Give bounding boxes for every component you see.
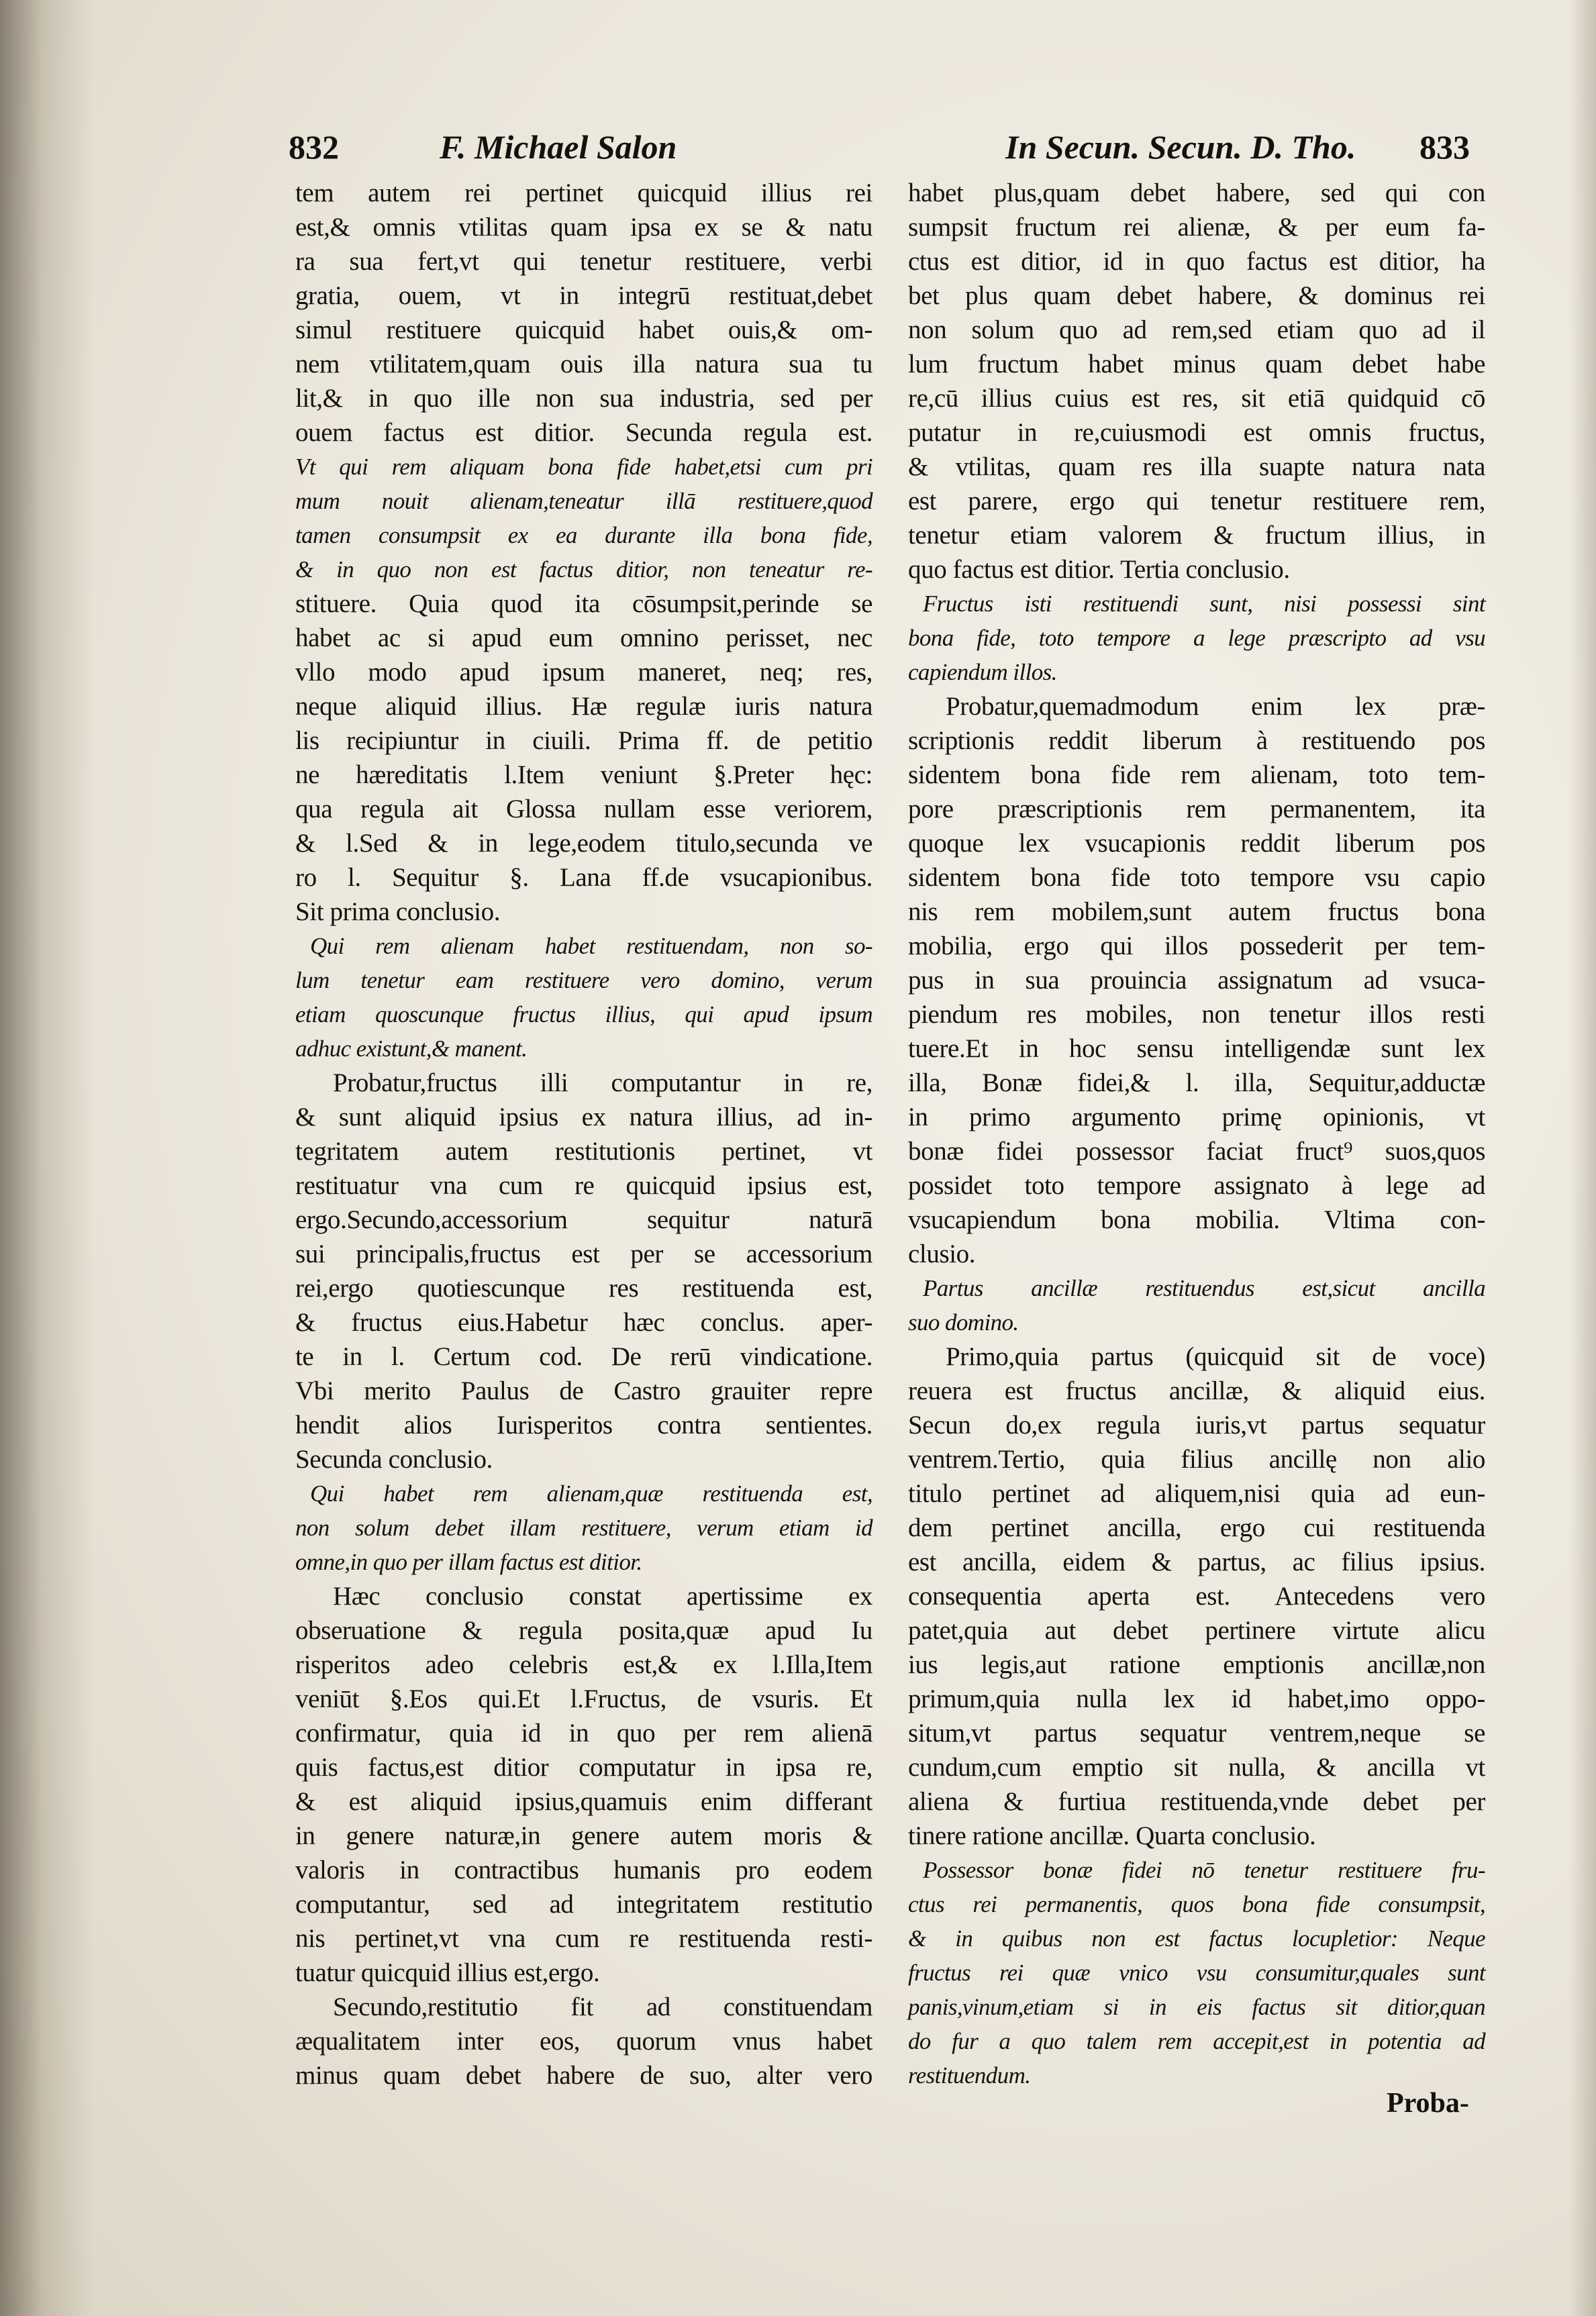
text-line: ra sua fert,vt qui tenetur restituere, verbi (295, 247, 872, 276)
text-line: Qui habet rem alienam,quæ restituenda est, (310, 1480, 872, 1507)
text-line: valoris in contractibus humanis pro eodem (295, 1856, 872, 1884)
text-line: computantur, sed ad integritatem restitutio (295, 1890, 872, 1919)
text-line: sidentem bona fide toto tempore vsu capio (908, 863, 1485, 892)
left-running-head: F. Michael Salon (440, 128, 677, 166)
text-line: aliena & furtiua restituenda,vnde debet per (908, 1787, 1485, 1816)
text-line: restituatur vna cum re quicquid ipsius est, (295, 1171, 872, 1200)
text-line: veniūt §.Eos qui.Et l.Fructus, de vsuris. Et (295, 1684, 872, 1713)
text-line: possidet toto tempore assignato à lege ad (908, 1171, 1485, 1200)
text-line: & in quo non est factus ditior, non teneatur re- (295, 556, 872, 583)
text-line: cundum,cum emptio sit nulla, & ancilla vt (908, 1753, 1485, 1782)
text-line: & fructus eius.Habetur hæc conclus. aper- (295, 1308, 872, 1337)
text-line: Fructus isti restituendi sunt, nisi possessi sint (923, 591, 1485, 617)
text-line: dem pertinet ancilla, ergo cui restituenda (908, 1513, 1485, 1542)
text-line: clusio. (908, 1240, 976, 1268)
text-line: Primo,quia partus (quicquid sit de voce) (946, 1342, 1485, 1371)
text-line: bet plus quam debet habere, & dominus rei (908, 281, 1485, 310)
text-line: etiam quoscunque fructus illius, qui apud ipsum (295, 1001, 872, 1027)
text-line: non solum quo ad rem,sed etiam quo ad il (908, 315, 1485, 344)
text-line: nis pertinet,vt vna cum re restituenda resti- (295, 1924, 872, 1953)
text-line: ctus est ditior, id in quo factus est ditior, ha (908, 247, 1485, 276)
text-line: mum nouit alienam,teneatur illā restituere,quod (295, 488, 872, 514)
text-line: lum fructum habet minus quam debet habe (908, 350, 1485, 379)
text-line: in genere naturæ,in genere autem moris & (295, 1821, 872, 1850)
text-line: lit,& in quo ille non sua industria, sed per (295, 384, 872, 413)
catchword: Proba- (1387, 2088, 1469, 2119)
page-edge (1569, 0, 1596, 2316)
text-line: putatur in re,cuiusmodi est omnis fructus, (908, 418, 1485, 447)
text-line: sumpsit fructum rei alienæ, & per eum fa- (908, 213, 1485, 242)
text-line: & est aliquid ipsius,quamuis enim differant (295, 1787, 872, 1816)
text-line: non solum debet illam restituere, verum etiam id (295, 1515, 872, 1541)
text-line: suo domino. (908, 1309, 1019, 1336)
text-line: primum,quia nulla lex id habet,imo oppo- (908, 1684, 1485, 1713)
text-line: minus quam debet habere de suo, alter vero (295, 2061, 872, 2090)
text-line: patet,quia aut debet pertinere virtute alicu (908, 1616, 1485, 1645)
text-line: tinere ratione ancillæ. Quarta conclusio. (908, 1821, 1316, 1850)
text-line: Secun do,ex regula iuris,vt partus sequatur (908, 1411, 1485, 1440)
text-line: Partus ancillæ restituendus est,sicut ancilla (923, 1275, 1485, 1301)
text-line: est parere, ergo qui tenetur restituere rem, (908, 487, 1485, 515)
text-line: neque aliquid illius. Hæ regulæ iuris natura (295, 692, 872, 721)
text-line: ventrem.Tertio, quia filius ancillę non alio (908, 1445, 1485, 1474)
left-page-number: 832 (289, 128, 339, 166)
text-line: quis factus,est ditior computatur in ipsa re, (295, 1753, 872, 1782)
text-line: ergo.Secundo,accessorium sequitur naturā (295, 1205, 872, 1234)
text-line: capiendum illos. (908, 659, 1057, 685)
text-line: Probatur,quemadmodum enim lex præ- (946, 692, 1485, 721)
text-line: lum tenetur eam restituere vero domino, verum (295, 967, 872, 993)
text-line: Secundo,restitutio fit ad constituendam (333, 1993, 872, 2021)
text-line: habet plus,quam debet habere, sed qui con (908, 179, 1485, 207)
text-line: gratia, ouem, vt in integrū restituat,debet (295, 281, 872, 310)
text-line: Secunda conclusio. (295, 1445, 493, 1474)
text-line: & sunt aliquid ipsius ex natura illius, ad in- (295, 1103, 872, 1131)
text-line: sidentem bona fide rem alienam, toto tem- (908, 760, 1485, 789)
text-line: Vt qui rem aliquam bona fide habet,etsi cum pri (295, 454, 872, 480)
text-line: sui principalis,fructus est per se accessorium (295, 1240, 872, 1268)
text-line: nis rem mobilem,sunt autem fructus bona (908, 897, 1485, 926)
text-line: Hæc conclusio constat apertissime ex (333, 1582, 872, 1611)
text-line: stituere. Quia quod ita cōsumpsit,perinde se (295, 589, 872, 618)
text-line: confirmatur, quia id in quo per rem alienā (295, 1719, 872, 1748)
text-line: Possessor bonæ fidei nō tenetur restituere fru- (923, 1857, 1485, 1883)
text-line: risperitos adeo celebris est,& ex l.Illa,Item (295, 1650, 872, 1679)
text-line: bona fide, toto tempore a lege præscripto ad vsu (908, 625, 1485, 651)
text-line: habet ac si apud eum omnino perisset, nec (295, 623, 872, 652)
text-line: simul restituere quicquid habet ouis,& om- (295, 315, 872, 344)
right-running-head: In Secun. Secun. D. Tho. (1005, 128, 1356, 166)
text-line: & l.Sed & in lege,eodem titulo,secunda ve (295, 829, 872, 858)
text-line: hendit alios Iurisperitos contra sentientes. (295, 1411, 872, 1440)
text-line: panis,vinum,etiam si in eis factus sit ditior,quan (908, 1994, 1485, 2020)
text-line: tem autem rei pertinet quicquid illius rei (295, 179, 872, 207)
text-line: ouem factus est ditior. Secunda regula est. (295, 418, 872, 447)
text-line: æqualitatem inter eos, quorum vnus habet (295, 2027, 872, 2056)
text-line: tegritatem autem restitutionis pertinet, vt (295, 1137, 872, 1166)
left-text-column (295, 176, 872, 2093)
text-line: & in quibus non est factus locupletior: Neque (908, 1925, 1485, 1952)
right-text-column (908, 176, 1485, 2093)
text-line: obseruatione & regula posita,quæ apud Iu (295, 1616, 872, 1645)
text-line: rei,ergo quotiescunque res restituenda est, (295, 1274, 872, 1303)
text-line: tenetur etiam valorem & fructum illius, in (908, 521, 1485, 550)
text-line: reuera est fructus ancillæ, & aliquid eius. (908, 1376, 1485, 1405)
text-line: consequentia aperta est. Antecedens vero (908, 1582, 1485, 1611)
text-line: omne,in quo per illam factus est ditior. (295, 1549, 642, 1575)
text-line: Vbi merito Paulus de Castro grauiter repre (295, 1376, 872, 1405)
text-line: situm,vt partus sequatur ventrem,neque se (908, 1719, 1485, 1748)
text-line: Sit prima conclusio. (295, 897, 501, 926)
text-line: re,cū illius cuius est res, sit etiā quidquid cō (908, 384, 1485, 413)
text-line: ro l. Sequitur §. Lana ff.de vsucapionibus. (295, 863, 872, 892)
text-line: nem vtilitatem,quam ouis illa natura sua tu (295, 350, 872, 379)
text-line: adhuc existunt,& manent. (295, 1036, 528, 1062)
text-line: pore præscriptionis rem permanentem, ita (908, 795, 1485, 823)
text-line: tamen consumpsit ex ea durante illa bona fide, (295, 522, 872, 548)
text-line: & vtilitas, quam res illa suapte natura nata (908, 452, 1485, 481)
text-line: fructus rei quæ vnico vsu consumitur,quales sunt (908, 1960, 1485, 1986)
text-line: quo factus est ditior. Tertia conclusio. (908, 555, 1290, 584)
text-line: te in l. Certum cod. De rerū vindicatione. (295, 1342, 872, 1371)
text-line: qua regula ait Glossa nullam esse veriorem, (295, 795, 872, 823)
text-line: restituendum. (908, 2062, 1031, 2088)
right-page-number: 833 (1419, 128, 1470, 166)
gutter-shadow (0, 0, 94, 2316)
text-line: lis recipiuntur in ciuili. Prima ff. de petitio (295, 726, 872, 755)
text-line: vllo modo apud ipsum maneret, neq; res, (295, 658, 872, 687)
text-line: est,& omnis vtilitas quam ipsa ex se & natu (295, 213, 872, 242)
text-line: Qui rem alienam habet restituendam, non so- (310, 933, 872, 959)
text-line: illa, Bonæ fidei,& l. illa, Sequitur,adductæ (908, 1068, 1485, 1097)
text-line: scriptionis reddit liberum à restituendo pos (908, 726, 1485, 755)
text-line: do fur a quo talem rem accepit,est in potentia ad (908, 2028, 1485, 2054)
text-line: in primo argumento primę opinionis, vt (908, 1103, 1485, 1131)
text-line: mobilia, ergo qui illos possederit per tem- (908, 932, 1485, 960)
text-line: ius legis,aut ratione emptionis ancillæ,non (908, 1650, 1485, 1679)
text-line: tuatur quicquid illius est,ergo. (295, 1958, 600, 1987)
text-line: titulo pertinet ad aliquem,nisi quia ad eun- (908, 1479, 1485, 1508)
text-line: Probatur,fructus illi computantur in re, (333, 1068, 872, 1097)
text-line: est ancilla, eidem & partus, ac filius ipsius. (908, 1548, 1485, 1576)
text-line: piendum res mobiles, non tenetur illos resti (908, 1000, 1485, 1029)
text-line: ctus rei permanentis, quos bona fide consumpsit, (908, 1891, 1485, 1917)
text-line: bonæ fidei possessor faciat fruct⁹ suos,quos (908, 1137, 1485, 1166)
text-line: quoque lex vsucapionis reddit liberum pos (908, 829, 1485, 858)
text-line: vsucapiendum bona mobilia. Vltima con- (908, 1205, 1485, 1234)
text-line: tuere.Et in hoc sensu intelligendæ sunt lex (908, 1034, 1485, 1063)
text-line: ne hæreditatis l.Item veniunt §.Preter hęc: (295, 760, 872, 789)
text-line: pus in sua prouincia assignatum ad vsuca- (908, 966, 1485, 995)
